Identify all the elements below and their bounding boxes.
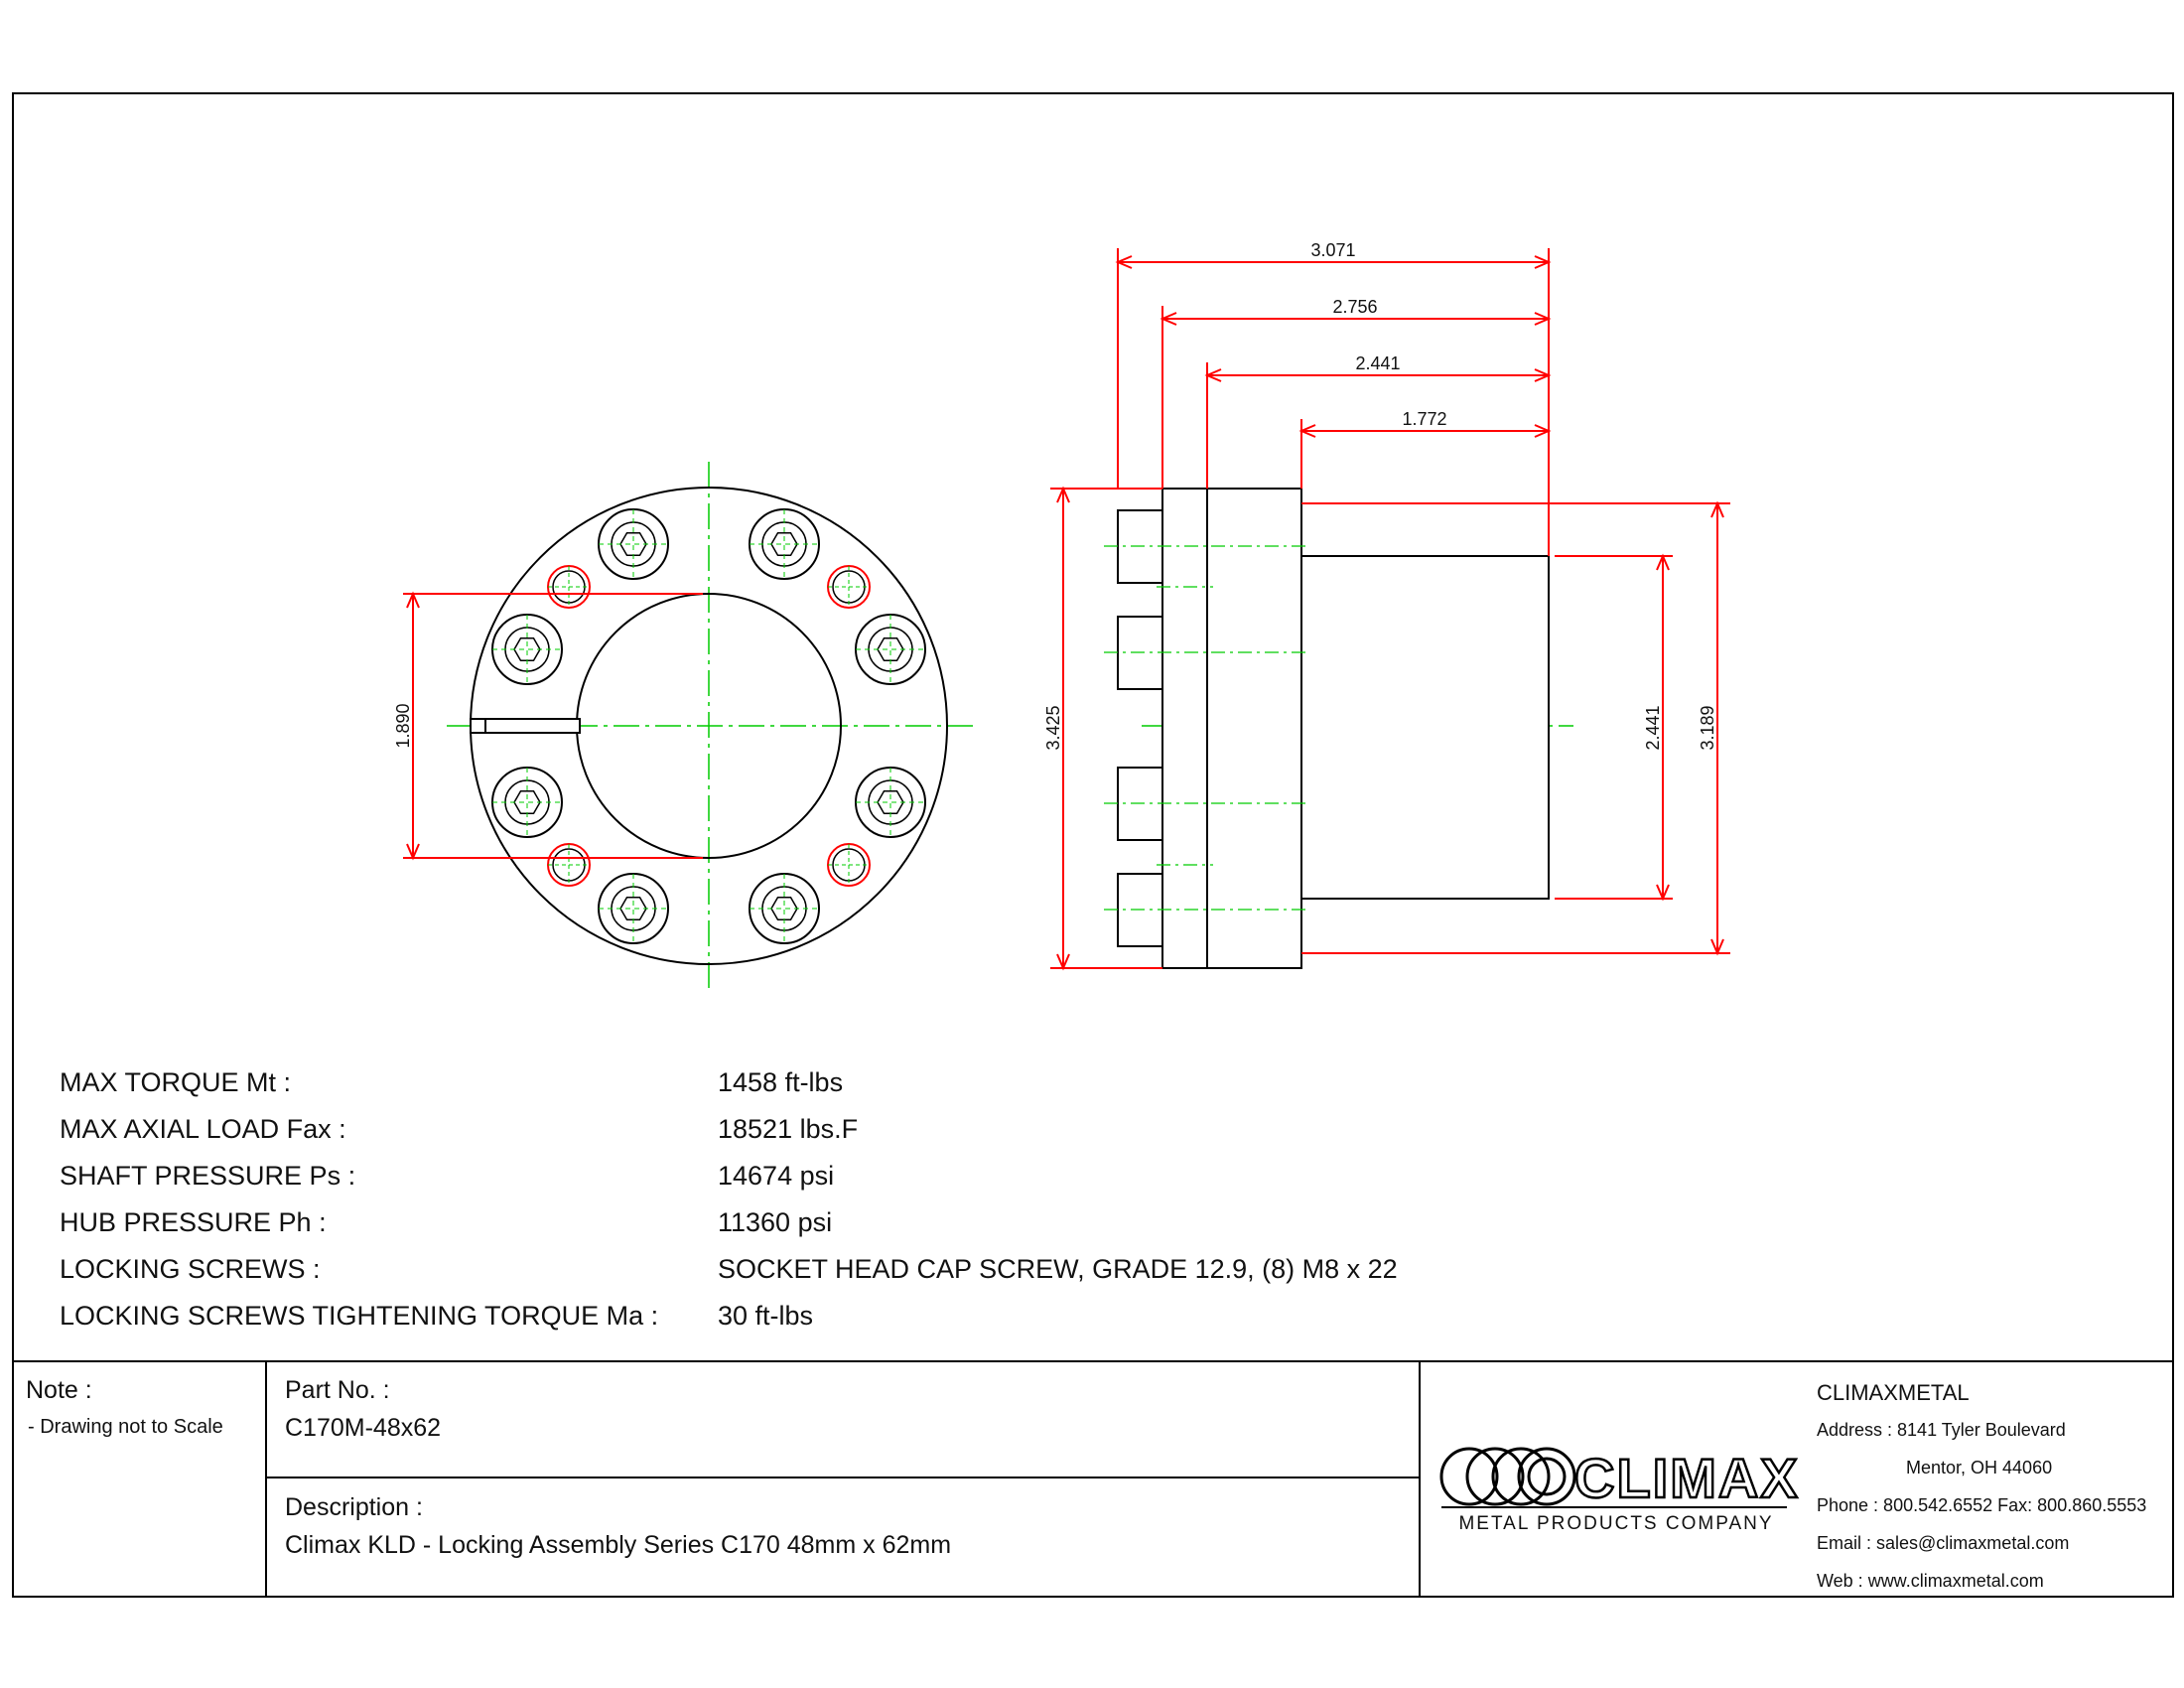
spec-label: MAX TORQUE Mt : bbox=[60, 1067, 292, 1097]
logo-ring-1 bbox=[1441, 1449, 1497, 1504]
part-number-label: Part No. : bbox=[285, 1376, 390, 1404]
note-label: Note : bbox=[26, 1376, 92, 1404]
dim-hub-length-label: 1.772 bbox=[1402, 409, 1447, 429]
logo-ring-3 bbox=[1493, 1449, 1549, 1504]
company-address-2: Mentor, OH 44060 bbox=[1906, 1458, 2053, 1477]
logo-ring-2 bbox=[1467, 1449, 1523, 1504]
climax-logo bbox=[1441, 1447, 1800, 1534]
spec-label: MAX AXIAL LOAD Fax : bbox=[60, 1114, 346, 1144]
flange-plate-1 bbox=[1162, 489, 1207, 968]
logo-main-text: CLIMAX bbox=[1574, 1447, 1800, 1509]
spec-label: LOCKING SCREWS TIGHTENING TORQUE Ma : bbox=[60, 1301, 659, 1331]
cap-screw bbox=[750, 509, 819, 579]
company-address-1: Address : 8141 Tyler Boulevard bbox=[1817, 1420, 2066, 1440]
note-text: - Drawing not to Scale bbox=[28, 1416, 223, 1438]
cap-screw bbox=[599, 509, 668, 579]
spec-label: LOCKING SCREWS : bbox=[60, 1254, 321, 1284]
dim-flange-diameter-label: 3.425 bbox=[1043, 705, 1063, 751]
spec-value: 30 ft-lbs bbox=[718, 1301, 814, 1331]
company-phone: Phone : 800.542.6552 Fax: 800.860.5553 bbox=[1817, 1495, 2147, 1515]
cap-screw bbox=[856, 768, 925, 837]
company-email: Email : sales@climaxmetal.com bbox=[1817, 1533, 2070, 1553]
spec-label: SHAFT PRESSURE Ps : bbox=[60, 1161, 356, 1191]
dim-hub-diameter-label: 2.441 bbox=[1643, 705, 1663, 751]
cap-screw bbox=[750, 874, 819, 943]
jack-screw-hole bbox=[548, 566, 590, 608]
company-name: CLIMAXMETAL bbox=[1817, 1380, 1970, 1405]
hub-body bbox=[1301, 556, 1549, 899]
spec-value: 14674 psi bbox=[718, 1161, 835, 1191]
cap-screw bbox=[492, 615, 562, 684]
spec-value: 18521 lbs.F bbox=[718, 1114, 859, 1144]
cap-screw bbox=[856, 615, 925, 684]
dim-length-3-label: 2.441 bbox=[1355, 353, 1401, 373]
jack-screw-hole bbox=[548, 844, 590, 886]
spec-value: SOCKET HEAD CAP SCREW, GRADE 12.9, (8) M8 x 22 bbox=[718, 1254, 1398, 1284]
company-web: Web : www.climaxmetal.com bbox=[1817, 1571, 2044, 1591]
description-text: Climax KLD - Locking Assembly Series C170 48mm x 62mm bbox=[285, 1531, 952, 1559]
dim-outer-diameter-label: 3.189 bbox=[1698, 705, 1717, 751]
logo-sub-text: METAL PRODUCTS COMPANY bbox=[1458, 1513, 1774, 1534]
logo-ring-4 bbox=[1519, 1449, 1574, 1504]
front-view bbox=[393, 462, 973, 993]
dim-front-height-label: 1.890 bbox=[393, 703, 413, 749]
part-number: C170M-48x62 bbox=[285, 1414, 442, 1442]
cap-screw bbox=[599, 874, 668, 943]
jack-screw-hole bbox=[828, 566, 870, 608]
sheet-border bbox=[13, 93, 2173, 1597]
split-slot bbox=[471, 719, 580, 733]
dim-overall-length-label: 3.071 bbox=[1310, 240, 1356, 260]
jack-screw-hole bbox=[828, 844, 870, 886]
cap-screw bbox=[492, 768, 562, 837]
side-view bbox=[1043, 240, 1730, 968]
spec-label: HUB PRESSURE Ph : bbox=[60, 1207, 327, 1237]
dim-length-2-label: 2.756 bbox=[1332, 297, 1378, 317]
description-label: Description : bbox=[285, 1493, 423, 1521]
flange-plate-2 bbox=[1207, 489, 1301, 968]
spec-value: 1458 ft-lbs bbox=[718, 1067, 844, 1097]
spec-value: 11360 psi bbox=[718, 1207, 833, 1237]
